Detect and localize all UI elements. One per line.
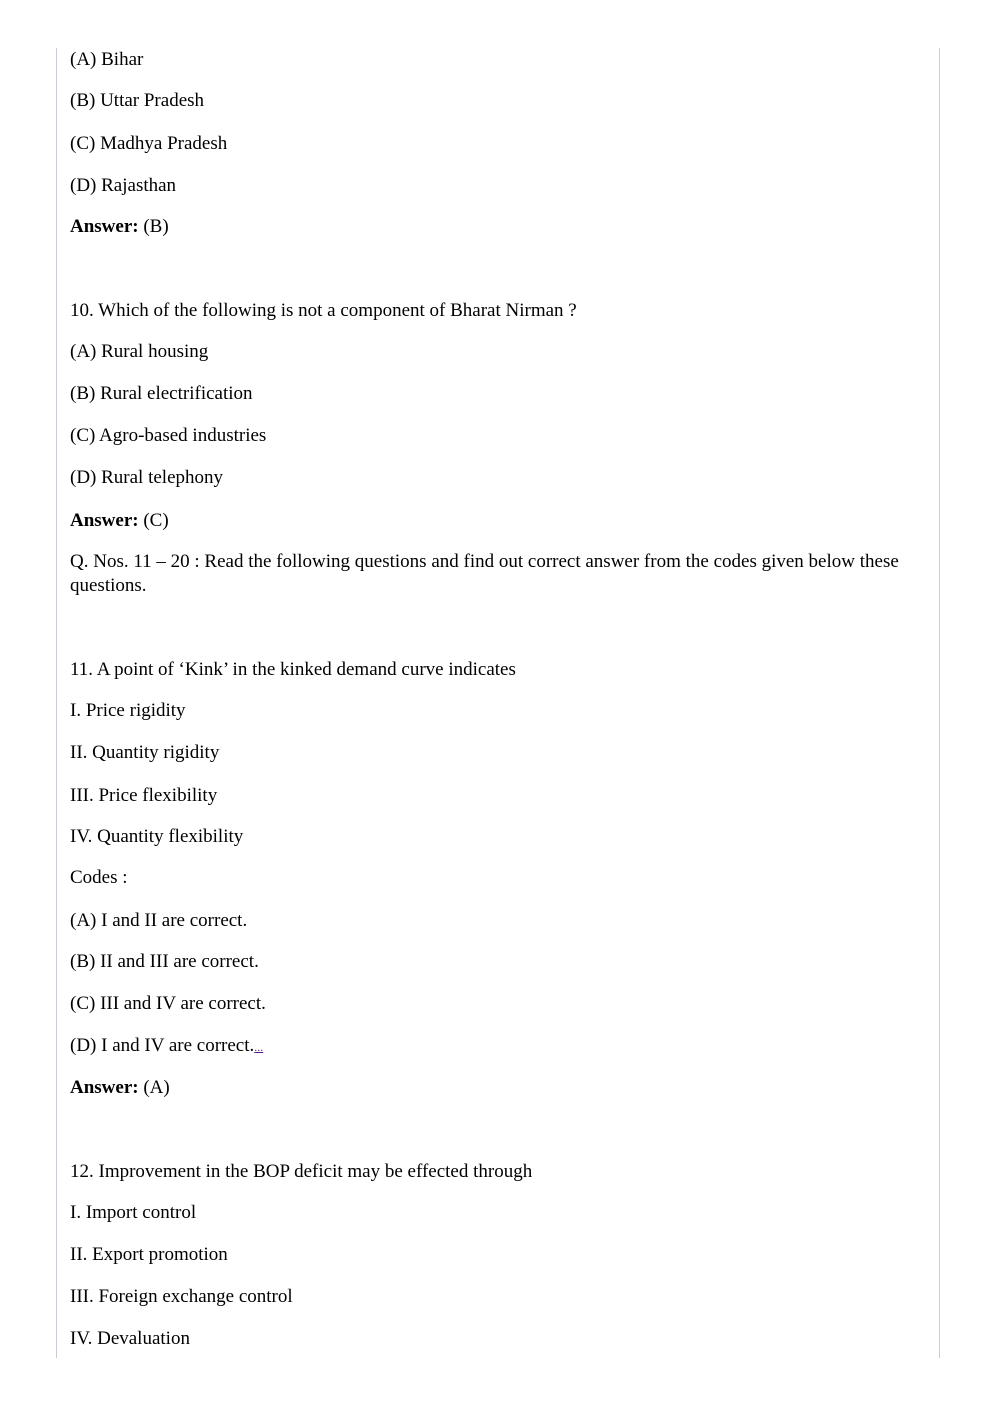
text-line	[70, 784, 910, 808]
line-text: (A) I and II are correct.	[70, 910, 248, 931]
line-text: (B) Rural electrification	[70, 383, 253, 404]
answer-line	[70, 509, 910, 533]
text-line	[70, 992, 910, 1016]
line-text: 11. A point of ‘Kink’ in the kinked demand curve indicates	[70, 659, 516, 680]
text-line	[70, 1327, 910, 1351]
inline-link[interactable]: ...	[254, 1040, 264, 1054]
line-text: Q. Nos. 11 – 20 : Read the following questions and find out correct answer from the codes given below these questions.	[70, 551, 899, 596]
line-text: (D) I and IV are correct.	[70, 1035, 255, 1056]
text-line	[70, 699, 910, 723]
line-text: (A) Rural housing	[70, 341, 209, 362]
answer-label: Answer:	[70, 216, 139, 237]
line-text: (C)	[138, 510, 169, 531]
line-text: II. Export promotion	[70, 1244, 228, 1265]
line-text: (C) Madhya Pradesh	[70, 133, 228, 154]
text-line	[70, 466, 910, 490]
line-text: (C) III and IV are correct.	[70, 993, 266, 1014]
line-text: (C) Agro-based industries	[70, 425, 267, 446]
line-text: II. Quantity rigidity	[70, 742, 220, 763]
answer-label: Answer:	[70, 1077, 139, 1098]
line-text: IV. Quantity flexibility	[70, 826, 244, 847]
text-line	[70, 89, 910, 113]
text-line	[70, 1243, 910, 1267]
line-text: (D) Rajasthan	[70, 175, 177, 196]
text-line	[70, 382, 910, 406]
line-text: (B)	[138, 216, 169, 237]
text-line	[70, 909, 910, 933]
line-text: (D) Rural telephony	[70, 467, 224, 488]
line-text: III. Foreign exchange control	[70, 1286, 293, 1307]
text-line	[70, 950, 910, 974]
right-margin-rule	[939, 48, 940, 1358]
line-text: I. Price rigidity	[70, 700, 186, 721]
text-line	[70, 174, 910, 198]
text-line	[70, 1285, 910, 1309]
line-text: (A) Bihar	[70, 49, 144, 70]
text-line	[70, 825, 910, 849]
text-line	[70, 1201, 910, 1225]
text-line	[70, 340, 910, 364]
answer-line	[70, 1076, 910, 1100]
line-text: III. Price flexibility	[70, 785, 218, 806]
text-line	[70, 866, 910, 890]
left-margin-rule	[56, 48, 57, 1358]
line-text: IV. Devaluation	[70, 1328, 190, 1349]
line-text: (B) Uttar Pradesh	[70, 90, 205, 111]
line-text: (A)	[138, 1077, 170, 1098]
answer-line	[70, 215, 910, 239]
line-text: (B) II and III are correct.	[70, 951, 259, 972]
text-line	[70, 1034, 910, 1059]
line-text: 10. Which of the following is not a component of Bharat Nirman ?	[70, 300, 577, 321]
text-line	[70, 741, 910, 765]
text-line	[70, 48, 910, 72]
text-line	[70, 132, 910, 156]
line-text: I. Import control	[70, 1202, 197, 1223]
text-line	[70, 550, 910, 598]
text-line	[70, 658, 910, 682]
text-line	[70, 1160, 910, 1184]
line-text: 12. Improvement in the BOP deficit may be effected through	[70, 1161, 533, 1182]
answer-label: Answer:	[70, 510, 139, 531]
line-text: Codes :	[70, 867, 128, 888]
text-line	[70, 424, 910, 448]
text-line	[70, 299, 910, 323]
